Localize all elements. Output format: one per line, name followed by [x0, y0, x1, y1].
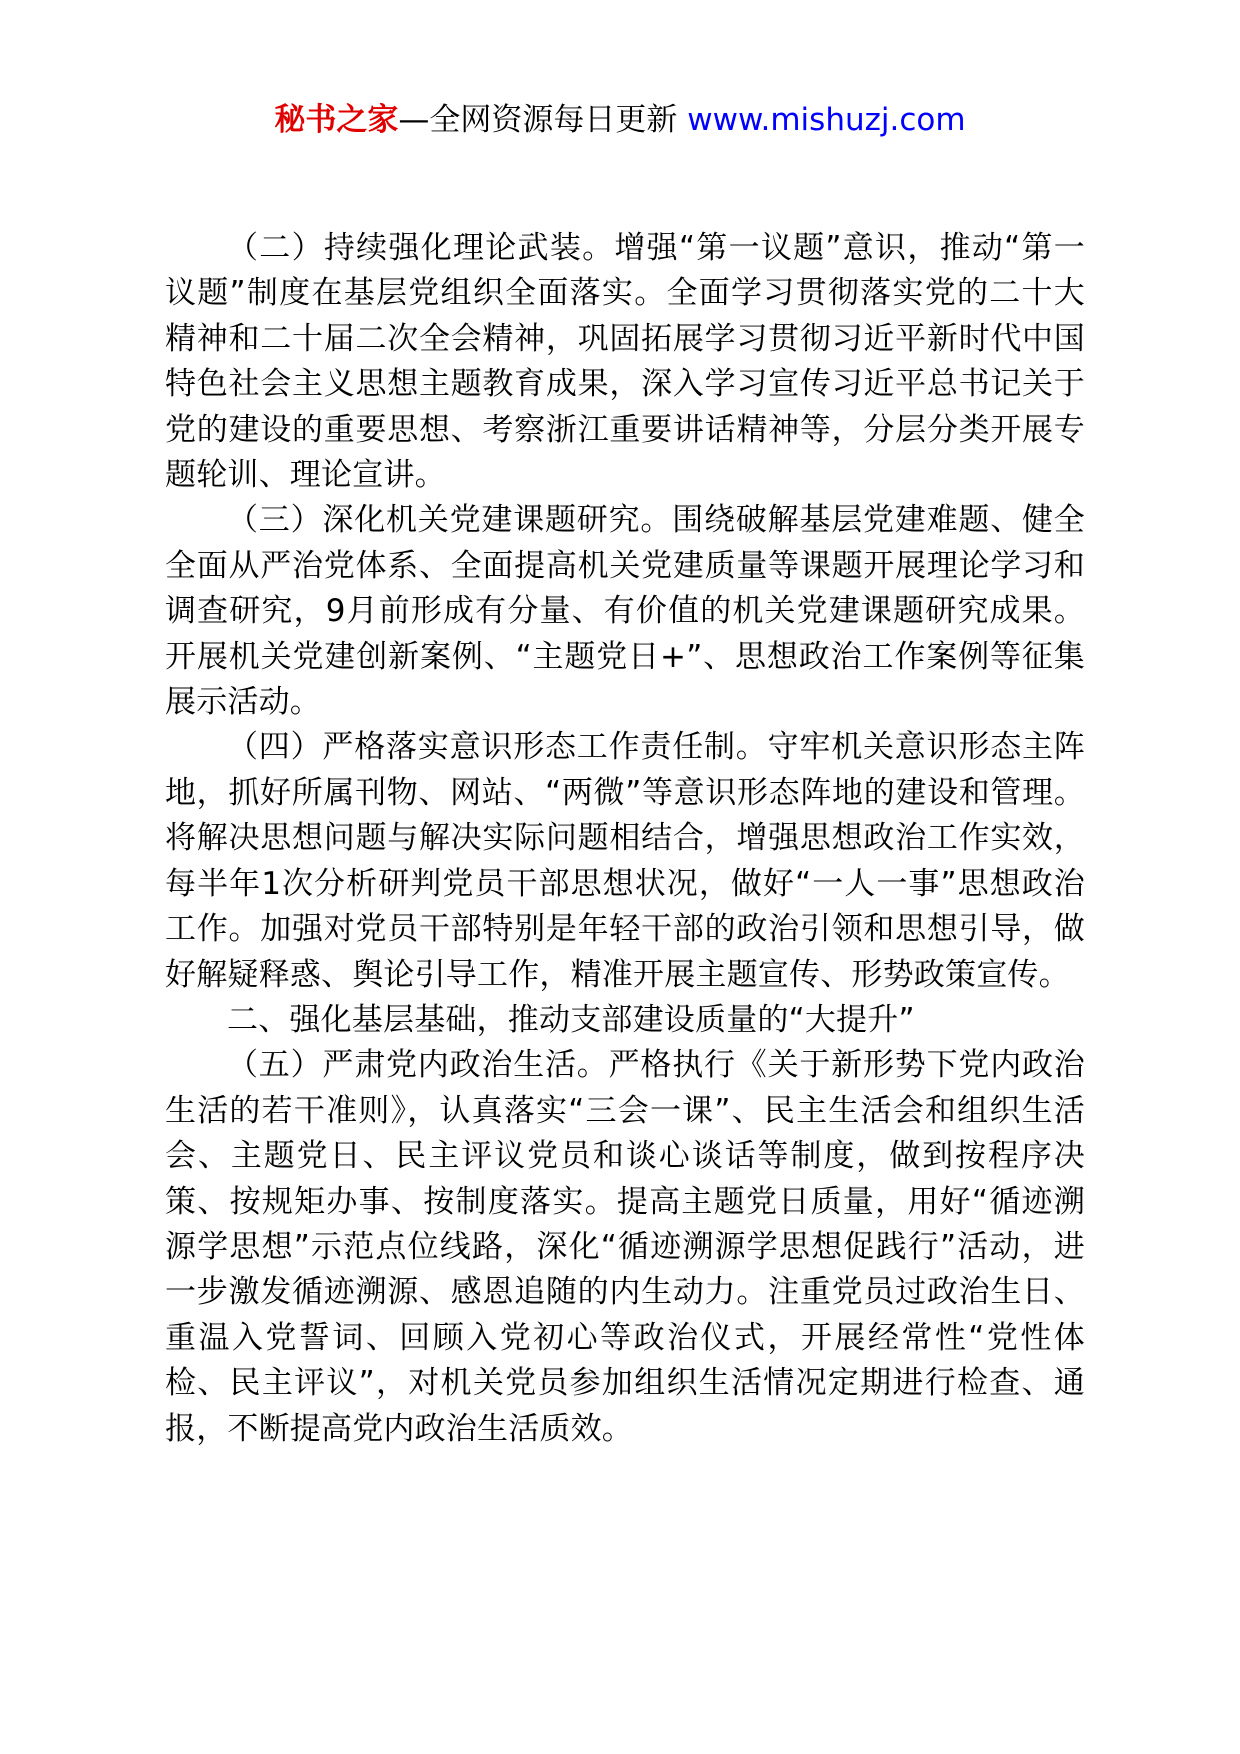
site-brand: 秘书之家	[274, 102, 399, 138]
section-heading: 二、强化基层基础，推动支部建设质量的“大提升”	[227, 1001, 915, 1038]
paragraph-ideology-responsibility: （四）严格落实意识形态工作责任制。守牢机关意识形态主阵地，抓好所属刊物、网站、“两微”等意识形态阵地的建设和管理。将解决思想问题与解决实际问题相结合，增强思想政治工作实效，每半年1次分析研判党员干部思想状况，做好“一人一事”思想政治工作。加强对党员干部特别是年轻干部的政治引领和思想引导，做好解疑释惑、舆论引导工作，精准开展主题宣传、形势政策宣传。	[165, 729, 1085, 993]
site-tagline: —全网资源每日更新	[398, 102, 688, 138]
paragraph-research-topics: （三）深化机关党建课题研究。围绕破解基层党建难题、健全全面从严治党体系、全面提高机关党建质量等课题开展理论学习和调查研究，9月前形成有分量、有价值的机关党建课题研究成果。开展机关党建创新案例、“主题党日+”、思想政治工作案例等征集展示活动。	[165, 502, 1085, 721]
paragraph-theory-armament: （二）持续强化理论武装。增强“第一议题”意识，推动“第一议题”制度在基层党组织全面落实。全面学习贯彻落实党的二十大精神和二十届二次全会精神，巩固拓展学习贯彻习近平新时代中国特色社会主义思想主题教育成果，深入学习宣传习近平总书记关于党的建设的重要思想、考察浙江重要讲话精神等，分层分类开展专题轮训、理论宣讲。	[165, 230, 1085, 494]
document-body	[165, 226, 1085, 1452]
paragraph-political-life: （五）严肃党内政治生活。严格执行《关于新形势下党内政治生活的若干准则》，认真落实“三会一课”、民主生活会和组织生活会、主题党日、民主评议党员和谈心谈话等制度，做到按程序决策、按规矩办事、按制度落实。提高主题党日质量，用好“循迹溯源学思想”示范点位线路，深化“循迹溯源学思想促践行”活动，进一步激发循迹溯源、感恩追随的内生动力。注重党员过政治生日、重温入党誓词、回顾入党初心等政治仪式，开展经常性“党性体检、民主评议”，对机关党员参加组织生活情况定期进行检查、通报，不断提高党内政治生活质效。	[165, 1047, 1085, 1447]
site-header	[0, 100, 1240, 140]
site-url-link[interactable]: www.mishuzj.com	[687, 102, 966, 138]
